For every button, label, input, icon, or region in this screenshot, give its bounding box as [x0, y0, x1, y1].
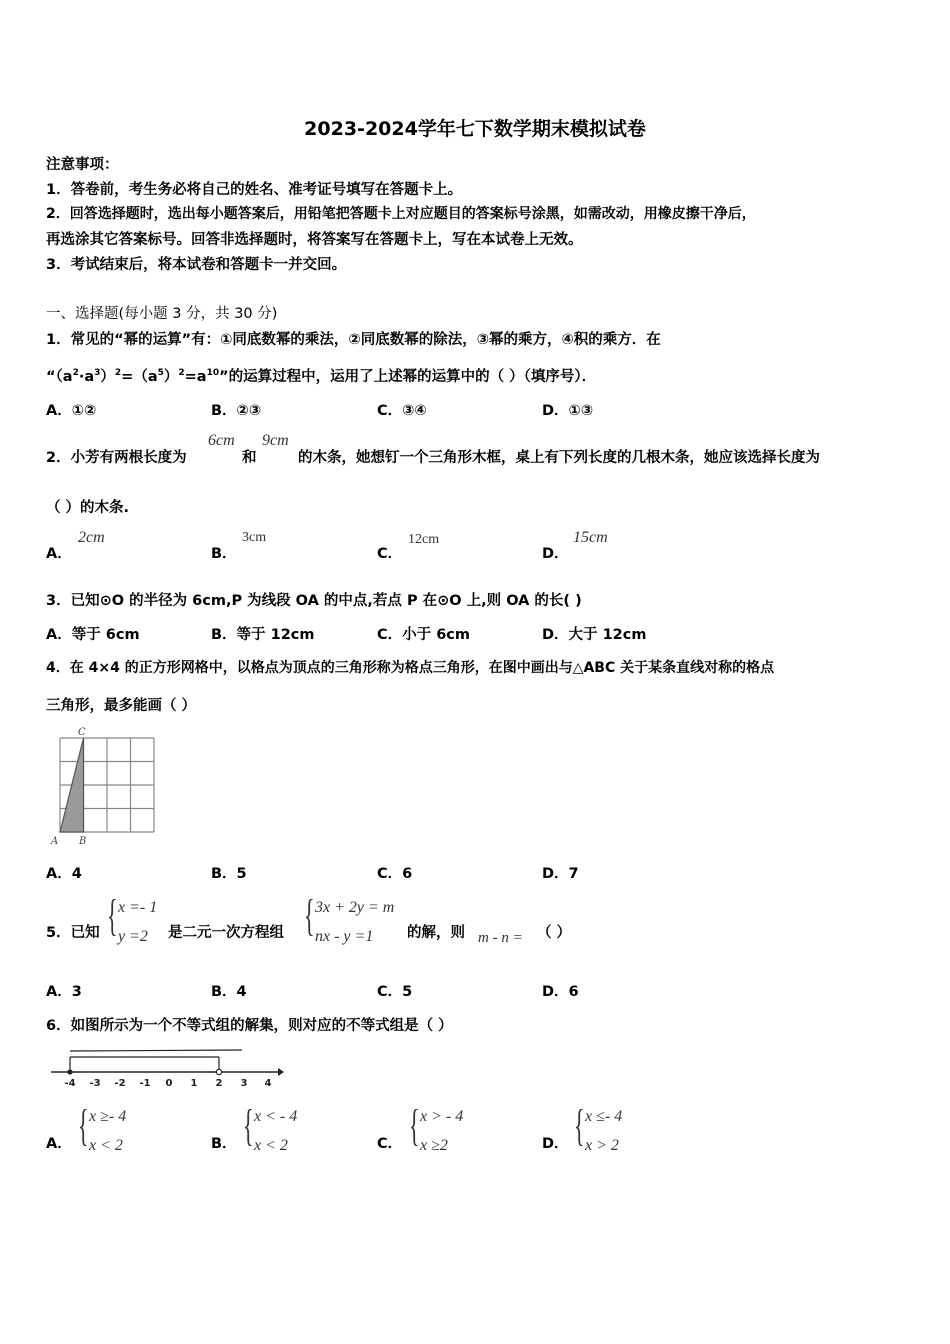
- question-text: 的解，则: [407, 925, 465, 941]
- option-d[interactable]: D．: [542, 546, 569, 562]
- notice-item: 再选涂其它答案标号。回答非选择题时，将答案写在答题卡上，写在本试卷上无效。: [46, 232, 583, 248]
- option-b[interactable]: B．4: [211, 984, 247, 1000]
- tick-label: 0: [165, 1078, 173, 1089]
- question-text: 和: [242, 450, 257, 466]
- option-c[interactable]: C．小于 6cm: [377, 627, 470, 643]
- brace-icon: {: [107, 891, 118, 940]
- tick-label: -4: [64, 1078, 76, 1089]
- option-d-value: 15cm: [573, 529, 608, 546]
- option-c[interactable]: C．6: [377, 866, 413, 882]
- label-b: B: [79, 836, 87, 847]
- option-b[interactable]: B．: [211, 546, 237, 562]
- option-c-value: 12cm: [408, 532, 440, 547]
- option-d[interactable]: D．大于 12cm: [542, 627, 647, 643]
- option-b[interactable]: B．: [211, 1136, 237, 1152]
- length-value: 6cm: [208, 432, 235, 449]
- length-value: 9cm: [262, 432, 289, 449]
- question-text: 是二元一次方程组: [168, 925, 284, 941]
- option-b[interactable]: B．5: [211, 866, 247, 882]
- tick-label: -1: [139, 1078, 151, 1089]
- option-a[interactable]: A．等于 6cm: [46, 627, 140, 643]
- question-text: 3．已知⊙O 的半径为 6cm,P 为线段 OA 的中点,若点 P 在⊙O 上,则 OA 的长( ): [46, 593, 582, 609]
- tick-label: -3: [89, 1078, 101, 1089]
- question-text: 5．已知: [46, 925, 100, 941]
- page-title: 2023-2024学年七下数学期末模拟试卷: [304, 118, 646, 140]
- notice-heading: 注意事项：: [46, 157, 119, 173]
- option-d-system: x ≤- 4 x > 2: [585, 1108, 623, 1154]
- notice-item: 1．答卷前，考生务必将自己的姓名、准考证号填写在答题卡上。: [46, 182, 463, 198]
- tick-label: -2: [114, 1078, 126, 1089]
- option-a[interactable]: A．3: [46, 984, 82, 1000]
- question-text: 的木条，她想钉一个三角形木框，桌上有下列长度的几根木条，她应该选择长度为: [298, 450, 820, 466]
- option-b[interactable]: B．②③: [211, 403, 262, 419]
- tick-label: 1: [190, 1078, 198, 1089]
- question-text: （ ）: [537, 925, 572, 941]
- axis-ticks: [64, 1078, 271, 1089]
- question-text: 4．在 4×4 的正方形网格中，以格点为顶点的三角形称为格点三角形，在图中画出与△ABC 关于某条直线对称的格点: [46, 660, 775, 676]
- tick-label: 3: [240, 1078, 248, 1089]
- section-heading: 一、选择题(每小题 3 分，共 30 分): [46, 306, 278, 322]
- tick-label: 2: [215, 1078, 223, 1089]
- brace-icon: {: [304, 891, 315, 940]
- option-c[interactable]: C．: [377, 1136, 403, 1152]
- option-a-value: 2cm: [78, 529, 105, 546]
- option-d[interactable]: D．6: [542, 984, 579, 1000]
- option-a[interactable]: A．: [46, 546, 72, 562]
- option-d[interactable]: D．: [542, 1136, 569, 1152]
- option-b[interactable]: B．等于 12cm: [211, 627, 315, 643]
- question-text-line2: 三角形，最多能画（ ）: [46, 698, 197, 714]
- question-text: 6．如图所示为一个不等式组的解集，则对应的不等式组是（ ）: [46, 1018, 453, 1034]
- brace-icon: {: [78, 1101, 89, 1150]
- option-c[interactable]: C．: [377, 546, 403, 562]
- equation-system: 3x + 2y = m nx - y =1: [315, 899, 395, 945]
- option-a[interactable]: A．①②: [46, 403, 97, 419]
- expression: m - n =: [478, 930, 523, 946]
- option-a-system: x ≥- 4 x < 2: [89, 1108, 127, 1154]
- notice-item: 2．回答选择题时，选出每小题答案后，用铅笔把答题卡上对应题目的答案标号涂黑，如需改动，用橡皮擦干净后，: [46, 206, 756, 222]
- option-b-value: 3cm: [242, 530, 267, 545]
- brace-icon: {: [243, 1101, 254, 1150]
- label-a: A: [51, 836, 59, 847]
- tick-label: 4: [264, 1078, 272, 1089]
- option-c-system: x > - 4 x ≥2: [420, 1108, 464, 1154]
- grid-figure: [48, 724, 160, 848]
- question-text: 2．小芳有两根长度为: [46, 450, 187, 466]
- option-d[interactable]: D．7: [542, 866, 579, 882]
- brace-icon: {: [409, 1101, 420, 1150]
- solution-system: x =- 1 y =2: [118, 899, 158, 945]
- option-c[interactable]: C．③④: [377, 403, 427, 419]
- question-text-line2: “$(a^2\cdot a^3)^2=(a^5)^2=a^{10}$”的运算过程中，运用了上述幂的运算中的（ ）（填序号）．: [46, 368, 597, 385]
- number-line-figure: [46, 1043, 286, 1089]
- label-c: C: [78, 727, 86, 738]
- option-d[interactable]: D．①③: [542, 403, 594, 419]
- question-text: 1．常见的“幂的运算”有：①同底数幂的乘法，②同底数幂的除法，③幂的乘方，④积的乘方．在: [46, 332, 661, 348]
- notice-item: 3．考试结束后，将本试卷和答题卡一并交回。: [46, 257, 347, 273]
- option-a[interactable]: A．4: [46, 866, 82, 882]
- question-text-line2: （ ）的木条.: [46, 500, 130, 516]
- brace-icon: {: [574, 1101, 585, 1150]
- option-a[interactable]: A．: [46, 1136, 72, 1152]
- option-c[interactable]: C．5: [377, 984, 413, 1000]
- option-b-system: x < - 4 x < 2: [254, 1108, 298, 1154]
